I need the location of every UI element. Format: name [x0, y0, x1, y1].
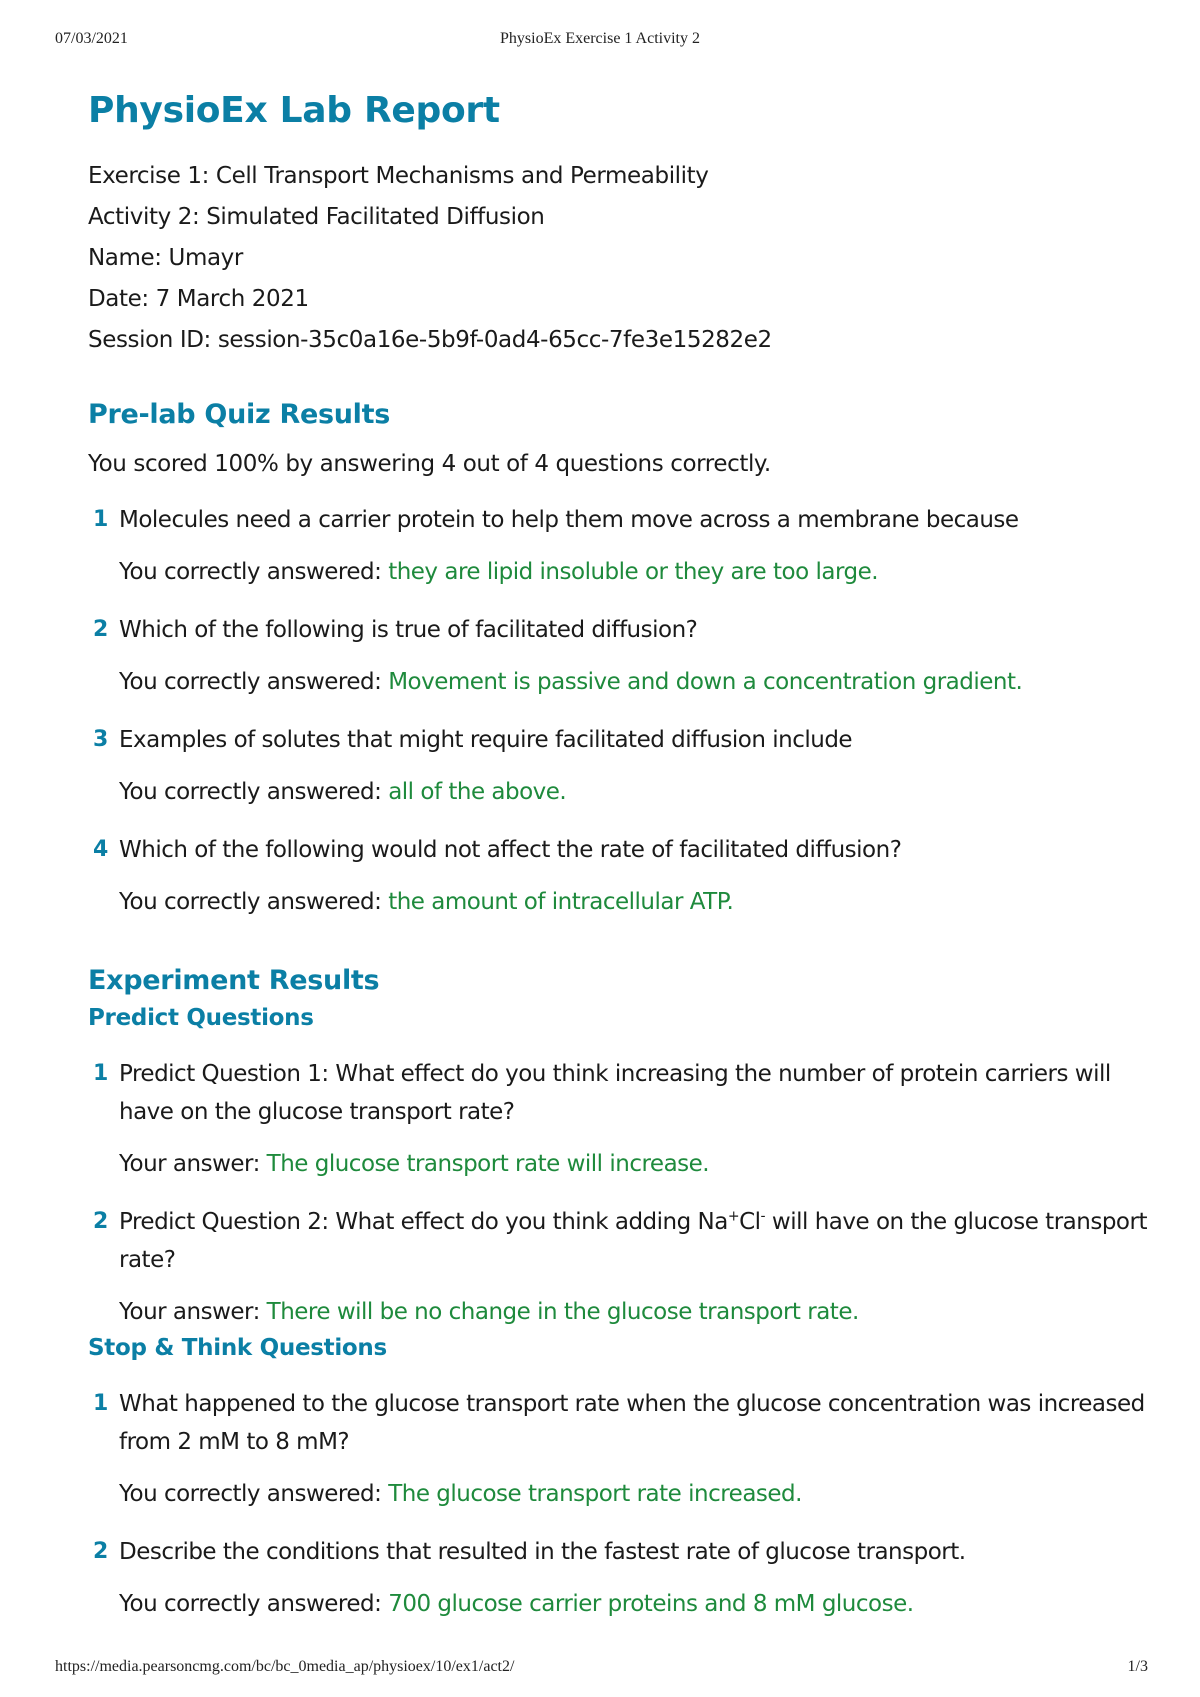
answer-value: the amount of intracellular ATP.: [388, 889, 734, 915]
question-answer: [119, 1145, 1148, 1183]
question-answer: [119, 1475, 1148, 1513]
exercise-line: Exercise 1: Cell Transport Mechanisms and Permeability: [88, 163, 709, 189]
question-answer: [119, 1293, 1148, 1331]
prelab-question: [88, 611, 1148, 701]
stop-think-question: [88, 1533, 1148, 1623]
answer-prefix: You correctly answered:: [119, 889, 389, 915]
answer-value: Movement is passive and down a concentration gradient.: [388, 669, 1023, 695]
question-answer: [119, 553, 1148, 591]
question-number: 1: [93, 507, 109, 532]
sodium-charge: +: [727, 1208, 740, 1225]
stop-think-heading: Stop & Think Questions: [88, 1335, 387, 1361]
question-number: 1: [93, 1061, 109, 1086]
experiment-heading: Experiment Results: [88, 965, 380, 996]
prelab-question: [88, 501, 1148, 591]
prelab-question: [88, 831, 1148, 921]
experiment-section: [88, 961, 1148, 1623]
question-text: Which of the following would not affect the rate of facilitated diffusion?: [119, 837, 902, 863]
question-number: 2: [93, 1539, 109, 1564]
prelab-score: You scored 100% by answering 4 out of 4 questions correctly.: [88, 451, 771, 477]
question-text: Examples of solutes that might require facilitated diffusion include: [119, 727, 853, 753]
print-header-date: 07/03/2021: [55, 30, 128, 47]
print-footer-url: https://media.pearsoncmg.com/bc/bc_0media_ap/physioex/10/ex1/act2/: [55, 1658, 515, 1675]
question-number: 4: [93, 837, 109, 862]
predict-question: [88, 1203, 1148, 1331]
prelab-heading: Pre-lab Quiz Results: [88, 399, 390, 430]
question-text: Predict Question 1: What effect do you think increasing the number of protein carriers will have on the glucose transport rate?: [119, 1061, 1111, 1125]
question-text: What happened to the glucose transport rate when the glucose concentration was increased from 2 mM to 8 mM?: [119, 1391, 1145, 1455]
print-header-title: PhysioEx Exercise 1 Activity 2: [500, 30, 700, 47]
activity-line: Activity 2: Simulated Facilitated Diffusion: [88, 204, 545, 230]
answer-prefix: Your answer:: [119, 1151, 267, 1177]
answer-prefix: You correctly answered:: [119, 1591, 389, 1617]
session-line: Session ID: session-35c0a16e-5b9f-0ad4-65cc-7fe3e15282e2: [88, 327, 772, 353]
stop-think-question: [88, 1385, 1148, 1513]
report-meta: [88, 156, 1148, 361]
question-text: Which of the following is true of facilitated diffusion?: [119, 617, 698, 643]
question-answer: [119, 1585, 1148, 1623]
prelab-section: [88, 395, 1148, 921]
question-number: 2: [93, 1209, 109, 1234]
answer-prefix: You correctly answered:: [119, 669, 389, 695]
question-text-part: Cl: [739, 1209, 761, 1235]
question-text: [119, 1203, 1148, 1279]
chloride-charge: -: [760, 1208, 766, 1225]
question-answer: [119, 773, 1148, 811]
predict-question: [88, 1055, 1148, 1183]
predict-heading: Predict Questions: [88, 1005, 314, 1031]
answer-value: all of the above.: [388, 779, 567, 805]
prelab-question: [88, 721, 1148, 811]
report-title: PhysioEx Lab Report: [88, 90, 500, 131]
question-text: Molecules need a carrier protein to help them move across a membrane because: [119, 507, 1019, 533]
question-text-part: will have on the glucose transport rate?: [119, 1209, 1147, 1273]
question-text: Describe the conditions that resulted in the fastest rate of glucose transport.: [119, 1539, 966, 1565]
answer-value: they are lipid insoluble or they are too large.: [388, 559, 879, 585]
answer-value: The glucose transport rate will increase.: [266, 1151, 710, 1177]
answer-value: 700 glucose carrier proteins and 8 mM glucose.: [388, 1591, 914, 1617]
question-number: 1: [93, 1391, 109, 1416]
report-content: [88, 80, 1148, 1623]
answer-prefix: You correctly answered:: [119, 779, 389, 805]
question-number: 2: [93, 617, 109, 642]
question-number: 3: [93, 727, 109, 752]
answer-value: There will be no change in the glucose transport rate.: [266, 1299, 859, 1325]
name-line: Name: Umayr: [88, 245, 243, 271]
question-answer: [119, 663, 1148, 701]
date-line: Date: 7 March 2021: [88, 286, 309, 312]
question-text-part: Predict Question 2: What effect do you think adding Na: [119, 1209, 728, 1235]
print-footer-page: 1/3: [1127, 1658, 1148, 1675]
answer-prefix: Your answer:: [119, 1299, 267, 1325]
answer-value: The glucose transport rate increased.: [388, 1481, 802, 1507]
answer-prefix: You correctly answered:: [119, 559, 389, 585]
question-answer: [119, 883, 1148, 921]
answer-prefix: You correctly answered:: [119, 1481, 389, 1507]
